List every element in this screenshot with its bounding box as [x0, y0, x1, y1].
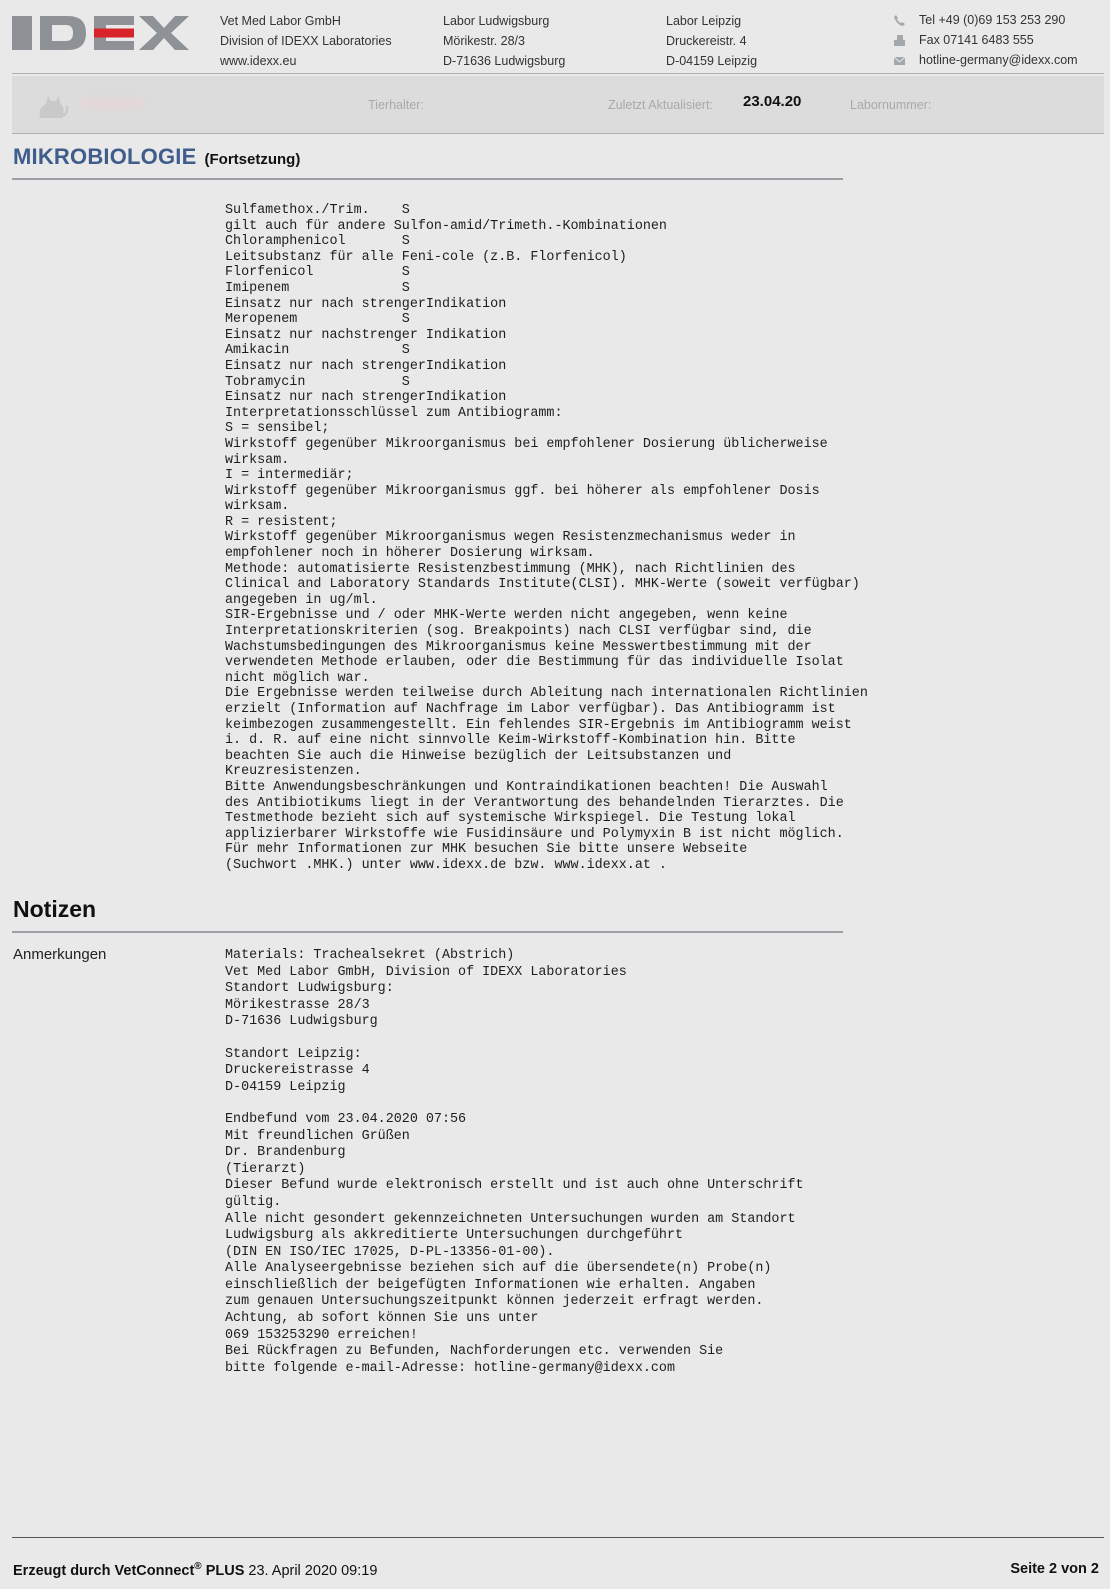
microbiology-line: Bitte Anwendungsbeschränkungen und Kontraindikationen beachten! Die Auswahl — [225, 779, 828, 795]
remarks-line: zum genauen Untersuchungszeitpunkt können jederzeit erfragt werden. — [225, 1294, 764, 1310]
remarks-line: D-71636 Ludwigsburg — [225, 1014, 378, 1030]
remarks-line — [225, 1096, 804, 1112]
report-header — [0, 0, 1110, 74]
section-title-main: MIKROBIOLOGIE — [13, 144, 197, 169]
microbiology-line: Interpretationsschlüssel zum Antibiogramm: — [225, 405, 563, 421]
contact-fax — [893, 30, 1078, 50]
microbiology-line: Leitsubstanz für alle Feni-cole (z.B. Florfenicol) — [225, 249, 627, 265]
microbiology-line: des Antibiotikums liegt in der Verantwortung des behandelnden Tierarztes. Die — [225, 795, 844, 811]
section-title — [13, 144, 300, 170]
footer-generated-by: Erzeugt durch VetConnect — [13, 1562, 195, 1579]
idexx-logo — [12, 14, 208, 52]
remarks-line: Alle nicht gesondert gekennzeichneten Untersuchungen wurden am Standort — [225, 1211, 796, 1227]
microbiology-line: Die Ergebnisse werden teilweise durch Ableitung nach internationalen Richtlinien — [225, 686, 868, 702]
remarks-line: (Tierarzt) — [225, 1161, 306, 1177]
microbiology-line: Chloramphenicol S — [225, 234, 410, 250]
microbiology-line: Imipenem S — [225, 280, 410, 296]
microbiology-line: Wachstumsbedingungen des Mikroorganismus keine Messwertbestimmung mit der — [225, 639, 812, 655]
phone-icon — [893, 14, 906, 27]
footer-divider — [12, 1537, 1104, 1538]
microbiology-line: Einsatz nur nachstrenger Indikation — [225, 327, 507, 343]
microbiology-line: wirksam. — [225, 499, 290, 515]
patient-bar-divider — [12, 133, 1104, 134]
remarks-line: Druckereistrasse 4 — [225, 1063, 370, 1079]
microbiology-line: wirksam. — [225, 452, 290, 468]
microbiology-line: SIR-Ergebnisse und / oder MHK-Werte werden nicht angegeben, wenn keine — [225, 608, 788, 624]
microbiology-line: S = sensibel; — [225, 421, 330, 437]
footer-registered: ® — [194, 1561, 202, 1572]
patient-name-redacted — [80, 96, 146, 110]
remarks-line: Vet Med Labor GmbH, Division of IDEXX Laboratories — [225, 964, 627, 980]
microbiology-line: Kreuzresistenzen. — [225, 764, 362, 780]
updated-date: 23.04.20 — [743, 93, 802, 110]
microbiology-line: Sulfamethox./Trim. S — [225, 203, 410, 218]
microbiology-line: angegeben in ug/ml. — [225, 592, 378, 608]
microbiology-line: applizierbarer Wirkstoffe wie Fusidinsäure und Polymyxin B ist nicht möglich. — [225, 826, 844, 842]
remarks-line: Achtung, ab sofort können Sie uns unter — [225, 1311, 539, 1327]
footer-plus: PLUS — [205, 1562, 245, 1579]
microbiology-line: R = resistent; — [225, 514, 338, 530]
microbiology-line: Clinical and Laboratory Standards Institute(CLSI). MHK-Werte (soweit verfügbar) — [225, 577, 860, 593]
updated-label: Zuletzt Aktualisiert: — [608, 98, 713, 112]
lab-number-label: Labornummer: — [850, 98, 932, 112]
microbiology-line: Meropenem S — [225, 312, 410, 328]
company-division: Division of IDEXX Laboratories — [220, 34, 392, 48]
notes-title: Notizen — [13, 896, 97, 922]
lab-leipzig-name: Labor Leipzig — [666, 14, 742, 28]
remarks-line: Ludwigsburg als akkreditierte Untersuchungen durchgeführt — [225, 1228, 684, 1244]
patient-info-bar — [12, 76, 1104, 133]
microbiology-line: Einsatz nur nach strengerIndikation — [225, 296, 507, 312]
microbiology-line: verwendeten Methode erlauben, oder die Bestimmung für das individuelle Isolat — [225, 655, 844, 671]
notes-divider — [12, 931, 843, 933]
microbiology-line: Einsatz nur nach strengerIndikation — [225, 390, 507, 406]
company-website: www.idexx.eu — [220, 54, 297, 68]
microbiology-line: (Suchwort .MHK.) unter www.idexx.de bzw. www.idexx.at . — [225, 857, 667, 873]
microbiology-line: Tobramycin S — [225, 374, 410, 390]
lab-leipzig-address — [666, 11, 757, 71]
lab-leipzig-street: Druckereistr. 4 — [666, 34, 747, 48]
microbiology-line: nicht möglich war. — [225, 670, 370, 686]
contact-email — [893, 50, 1078, 70]
microbiology-line: Testmethode bezieht sich auf systemische Wirkspiegel. Die Testung lokal — [225, 811, 796, 827]
contact-info — [893, 10, 1078, 70]
microbiology-line: Für mehr Informationen zur MHK besuchen Sie bitte unsere Webseite — [225, 842, 748, 858]
microbiology-line: Florfenicol S — [225, 265, 410, 281]
remarks-text — [225, 948, 804, 1377]
company-name: Vet Med Labor GmbH — [220, 14, 341, 28]
contact-phone-text: Tel +49 (0)69 153 253 290 — [919, 13, 1066, 27]
lab-ludwigsburg-name: Labor Ludwigsburg — [443, 14, 550, 28]
remarks-line: Mörikestrasse 28/3 — [225, 997, 370, 1013]
lab-ludwigsburg-street: Mörikestr. 28/3 — [443, 34, 525, 48]
remarks-line: Mit freundlichen Grüßen — [225, 1128, 410, 1144]
microbiology-line: Wirkstoff gegenüber Mikroorganismus wegen Resistenzmechanismus weder in — [225, 530, 796, 546]
section-divider — [12, 178, 843, 180]
section-title-sub: (Fortsetzung) — [204, 151, 301, 168]
contact-phone — [893, 10, 1078, 30]
microbiology-results — [225, 203, 868, 874]
microbiology-line: Interpretationskriterien (sog. Breakpoints) nach CLSI verfügbar sind, die — [225, 624, 812, 640]
page-number: Seite 2 von 2 — [1010, 1561, 1099, 1577]
remarks-line: Bei Rückfragen zu Befunden, Nachforderungen etc. verwenden Sie — [225, 1344, 724, 1360]
footer-generated — [13, 1561, 377, 1579]
lab-ludwigsburg-address — [443, 11, 565, 71]
remarks-line: Materials: Trachealsekret (Abstrich) — [225, 948, 515, 963]
microbiology-line: empfohlener noch in höherer Dosierung wirksam. — [225, 546, 595, 562]
microbiology-line: beachten Sie auch die Hinweise bezüglich der Leitsubstanzen und — [225, 748, 732, 764]
remarks-line: Dieser Befund wurde elektronisch erstellt und ist auch ohne Unterschrift — [225, 1178, 804, 1194]
remarks-line: einschließlich der beigefügten Informationen wie erhalten. Angaben — [225, 1277, 756, 1293]
remarks-line: (DIN EN ISO/IEC 17025, D-PL-13356-01-00). — [225, 1244, 555, 1260]
remarks-line — [225, 1031, 804, 1047]
remarks-line: Alle Analyseergebnisse beziehen sich auf die übersendete(n) Probe(n) — [225, 1261, 772, 1277]
lab-ludwigsburg-city: D-71636 Ludwigsburg — [443, 54, 566, 68]
microbiology-line: I = intermediär; — [225, 468, 354, 484]
footer-datetime: 23. April 2020 09:19 — [248, 1562, 378, 1579]
microbiology-line: i. d. R. auf eine nicht sinnvolle Keim-Wirkstoff-Kombination hin. Bitte — [225, 733, 796, 749]
microbiology-line: gilt auch für andere Sulfon-amid/Trimeth.-Kombinationen — [225, 218, 667, 234]
microbiology-line: Amikacin S — [225, 343, 410, 359]
contact-email-text: hotline-germany@idexx.com — [919, 53, 1078, 67]
microbiology-line: keimbezogen zusammengestellt. Ein fehlendes SIR-Ergebnis im Antibiogramm weist — [225, 717, 852, 733]
remarks-line: D-04159 Leipzig — [225, 1079, 346, 1095]
contact-fax-text: Fax 07141 6483 555 — [919, 33, 1034, 47]
microbiology-line: Methode: automatisierte Resistenzbestimmung (MHK), nach Richtlinien des — [225, 561, 796, 577]
remarks-line: gültig. — [225, 1194, 282, 1210]
remarks-line: Endbefund vom 23.04.2020 07:56 — [225, 1111, 467, 1127]
header-divider — [12, 73, 1104, 74]
remarks-line: Standort Leipzig: — [225, 1046, 362, 1062]
remarks-line: 069 153253290 erreichen! — [225, 1327, 418, 1343]
remarks-line: Standort Ludwigsburg: — [225, 981, 394, 997]
mail-icon — [893, 54, 906, 67]
cat-icon — [34, 90, 70, 120]
remarks-line: Dr. Brandenburg — [225, 1145, 346, 1161]
microbiology-line: Einsatz nur nach strengerIndikation — [225, 358, 507, 374]
remarks-line: bitte folgende e-mail-Adresse: hotline-germany@idexx.com — [225, 1360, 675, 1376]
owner-label: Tierhalter: — [368, 98, 424, 112]
remarks-label: Anmerkungen — [13, 946, 107, 963]
microbiology-line: erzielt (Information auf Nachfrage im Labor verfügbar). Das Antibiogramm ist — [225, 702, 836, 717]
company-info — [220, 11, 392, 71]
lab-leipzig-city: D-04159 Leipzig — [666, 54, 758, 68]
fax-icon — [893, 34, 906, 47]
microbiology-line: Wirkstoff gegenüber Mikroorganismus bei empfohlener Dosierung üblicherweise — [225, 436, 828, 452]
microbiology-line: Wirkstoff gegenüber Mikroorganismus ggf. bei höherer als empfohlener Dosis — [225, 483, 820, 499]
